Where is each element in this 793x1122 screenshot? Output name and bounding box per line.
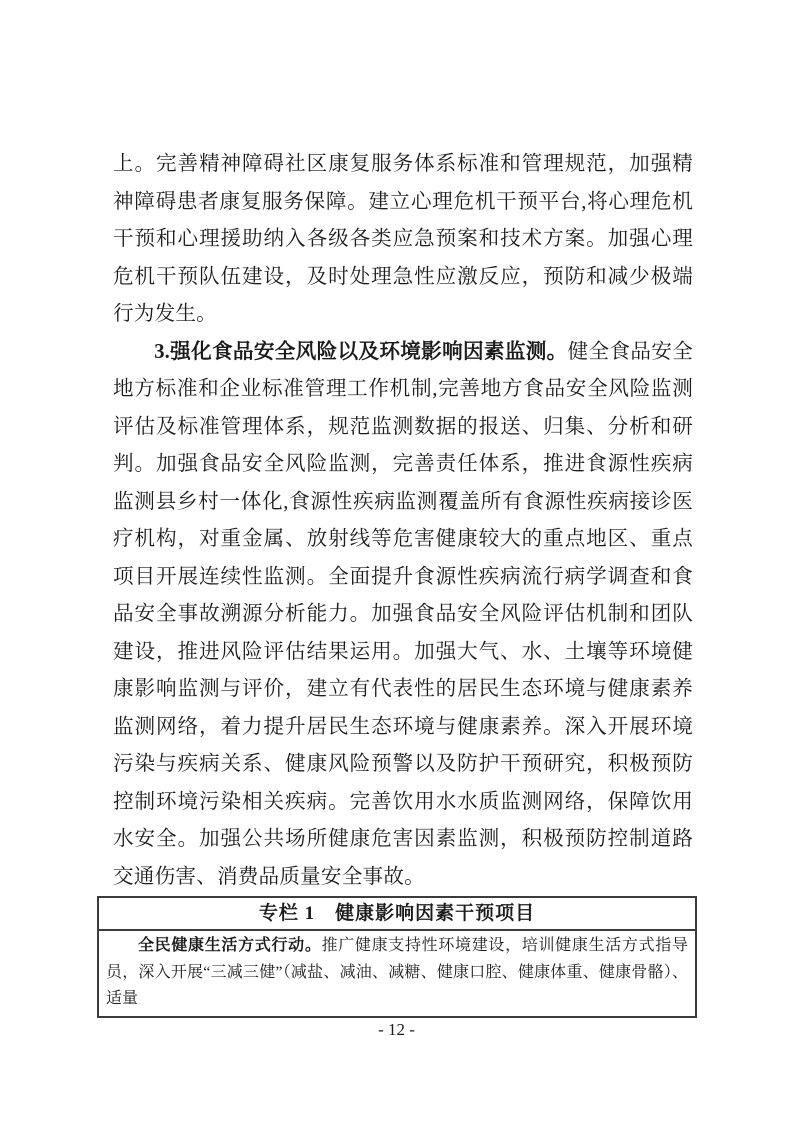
section-heading-lead: 3.强化食品安全风险以及环境影响因素监测。 xyxy=(154,340,568,363)
callout-body-text: 推广健康支持性环境建设，培训健康生活方式指导员，深入开展“三减三健”（减盐、减油、减糖、健康口腔、健康体重、健康骨骼）、适量 xyxy=(106,937,688,1007)
content-area xyxy=(113,146,693,896)
paragraph-psych-crisis xyxy=(113,146,693,334)
paragraph-food-safety xyxy=(113,334,693,897)
callout-body-lead: 全民健康生活方式行动。 xyxy=(138,937,322,954)
callout-box-body xyxy=(99,931,695,1016)
callout-box-title: 专栏 1 健康影响因素干预项目 xyxy=(99,898,695,931)
callout-box xyxy=(97,896,697,1018)
paragraph-text: 上。完善精神障碍社区康复服务体系标准和管理规范，加强精神障碍患者康复服务保障。建立心理危机干预平台,将心理危机干预和心理援助纳入各级各类应急预案和技术方案。加强心理危机干预队伍建设，及时处理急性应激反应，预防和减少极端行为发生。 xyxy=(113,153,693,325)
paragraph-text: 健全食品安全地方标准和企业标准管理工作机制,完善地方食品安全风险监测评估及标准管理体系，规范监测数据的报送、归集、分析和研判。加强食品安全风险监测，完善责任体系，推进食源性疾病监测县乡村一体化,食源性疾病监测覆盖所有食源性疾病接诊医疗机构，对重金属、放射线等危害健康较大的重点地区、重点项目开展连续性监测。全面提升食源性疾病流行病学调查和食品安全事故溯源分析能力。加强食品安全风险评估机制和团队建设，推进风险评估结果运用。加强大气、水、土壤等环境健康影响监测与评价，建立有代表性的居民生态环境与健康素养监测网络，着力提升居民生态环境与健康素养。深入开展环境污染与疾病关系、健康风险预警以及防护干预研究，积极预防控制环境污染相关疾病。完善饮用水水质监测网络，保障饮用水安全。加强公共场所健康危害因素监测，积极预防控制道路交通伤害、消费品质量安全事故。 xyxy=(113,340,693,888)
page-number: - 12 - xyxy=(378,1020,415,1039)
